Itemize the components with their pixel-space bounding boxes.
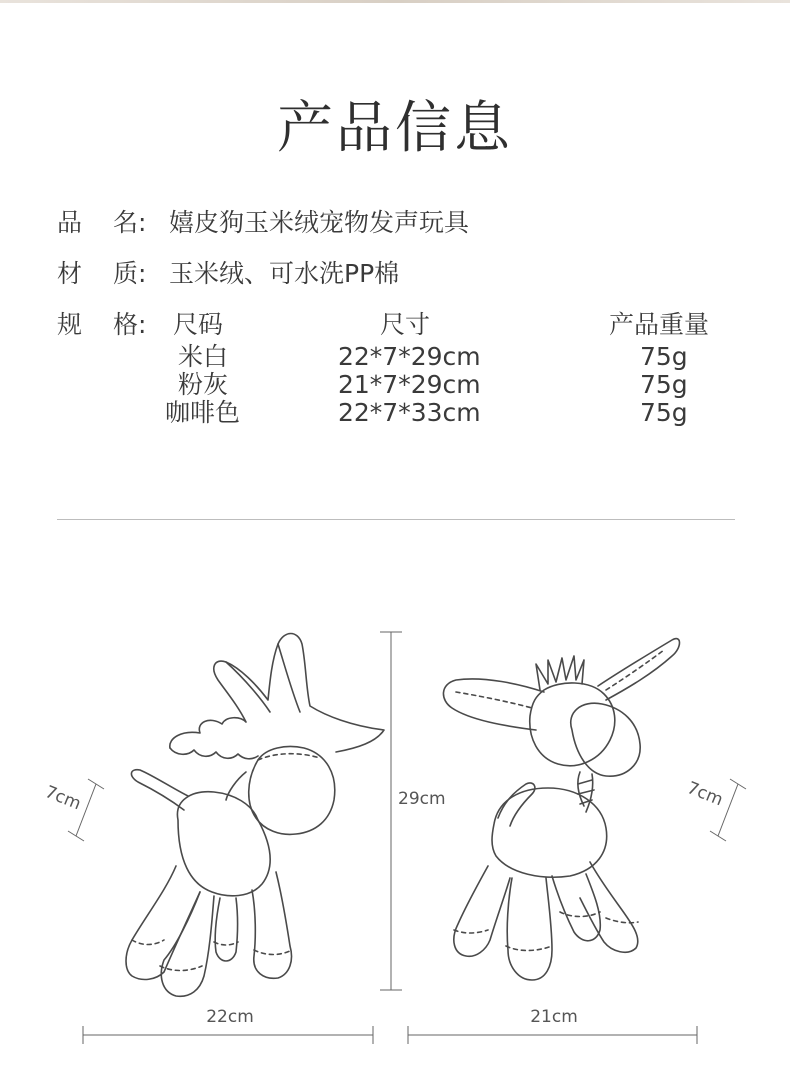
left-depth-label: 7cm: [42, 782, 84, 815]
left-toy-drawing: [126, 634, 384, 997]
product-name-value: 嬉皮狗玉米绒宠物发声玩具: [169, 208, 470, 237]
right-toy-drawing: [443, 639, 679, 980]
right-depth-label: 7cm: [684, 778, 726, 811]
header-weight: 产品重量: [609, 310, 710, 339]
row-2-weight: 75g: [640, 370, 688, 399]
height-label: 29cm: [398, 789, 446, 809]
row-1-weight: 75g: [640, 342, 688, 371]
row-2-dimension: 21*7*29cm: [338, 370, 481, 399]
material-label: 材 质:: [57, 259, 147, 288]
row-1-dimension: 22*7*29cm: [338, 342, 481, 371]
page-title: 产品信息: [277, 96, 513, 161]
row-3-weight: 75g: [640, 398, 688, 427]
spec-label: 规 格:: [57, 310, 147, 339]
row-3-dimension: 22*7*33cm: [338, 398, 481, 427]
row-1-size: 米白: [178, 342, 229, 371]
right-width-label: 21cm: [530, 1007, 578, 1027]
dimension-lines: [68, 632, 746, 1044]
header-dimension: 尺寸: [380, 310, 431, 339]
material-value: 玉米绒、可水洗PP棉: [169, 259, 400, 288]
row-2-size: 粉灰: [178, 370, 229, 399]
product-name-label: 品 名:: [57, 208, 147, 237]
left-width-label: 22cm: [206, 1007, 254, 1027]
header-size: 尺码: [173, 310, 224, 339]
row-3-size: 咖啡色: [165, 398, 241, 427]
